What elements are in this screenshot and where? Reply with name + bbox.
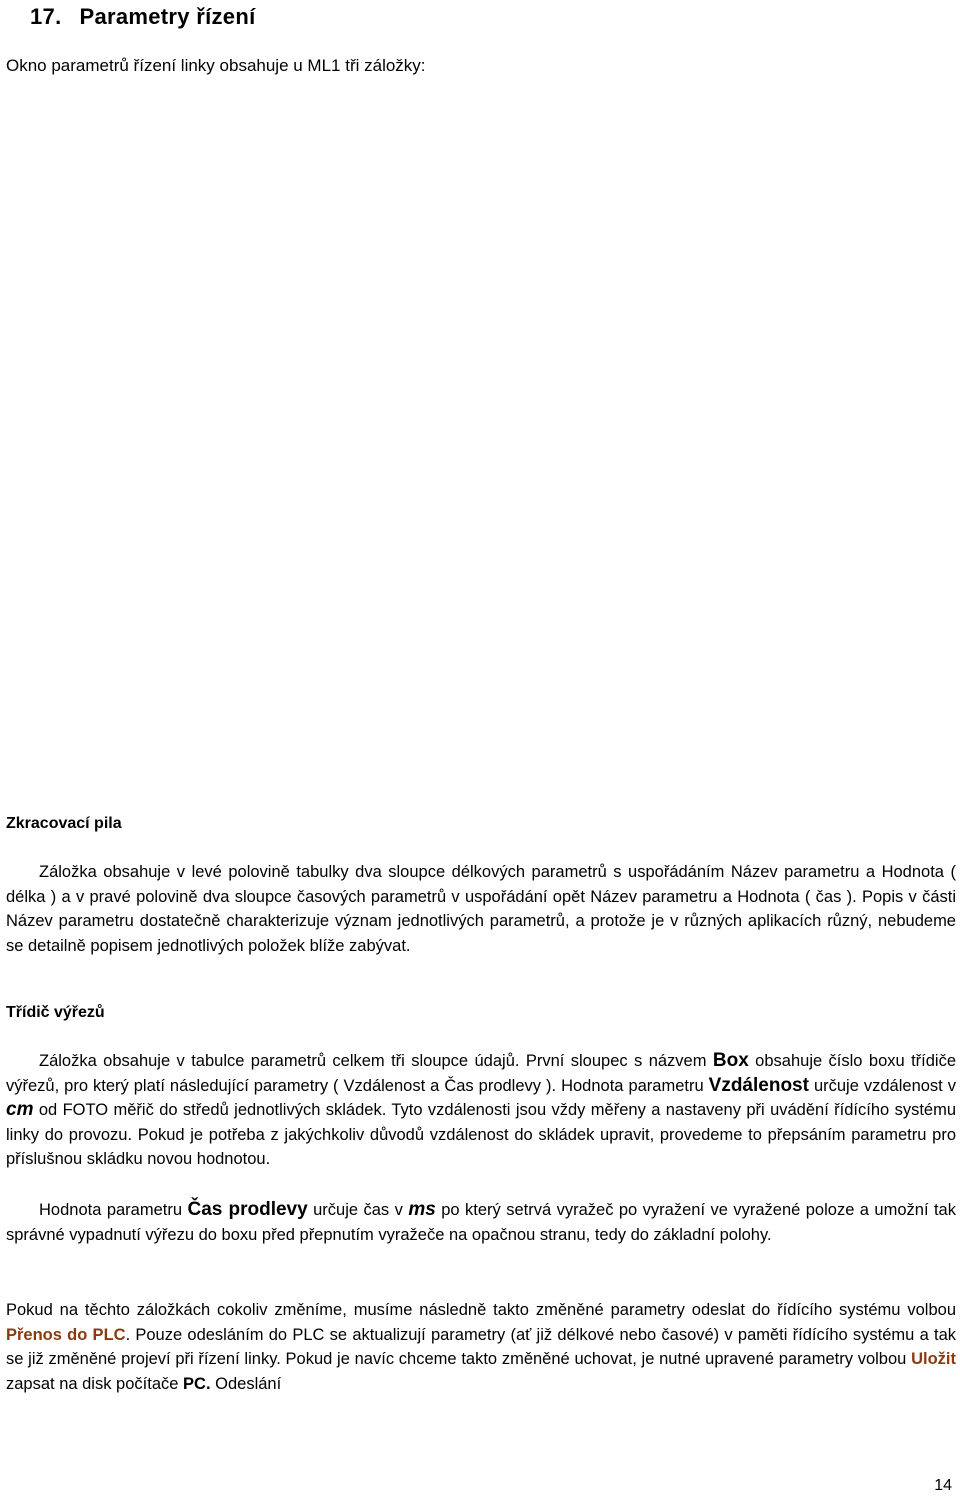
- paragraph-zkracovaci-pila: [6, 860, 956, 958]
- paragraph-tridic-2: [6, 1198, 956, 1247]
- text-run: obsahuje číslo boxu třídiče výřezů, pro který platí následující parametry ( Vzdálenost a Čas prodlevy ). Hodnota parametru: [6, 1052, 956, 1095]
- heading-title: Parametry řízení: [79, 4, 256, 29]
- paragraph-tridic-1: [6, 1049, 956, 1172]
- page-heading: [30, 4, 255, 30]
- text-run: Záložka obsahuje v tabulce parametrů celkem tři sloupce údajů. První sloupec s názvem: [39, 1052, 713, 1070]
- text-run: Odeslání: [210, 1374, 282, 1393]
- term-cas-prodlevy: Čas prodlevy: [187, 1199, 308, 1220]
- term-box: Box: [712, 1050, 749, 1071]
- section-title-tridic-vyrezu: Třídič výřezů: [6, 1004, 105, 1021]
- text-run: po který setrvá vyražeč po vyražení ve vyražené poloze a umožní tak správné vypadnutí výřezu do boxu před přepnutím vyražeče na opačnou stranu, tedy do základní polohy.: [6, 1201, 956, 1244]
- menu-ulozit: Uložit: [911, 1350, 956, 1369]
- term-vzdalenost: Vzdálenost: [708, 1074, 809, 1096]
- text-run: od FOTO měřič do středů jednotlivých skládek. Tyto vzdálenosti jsou vždy měřeny a nastaveny při uvádění řídícího systému linky do provozu. Pokud je potřeba z jakýchkoliv důvodů vzdálenost do skládek upravit, provedeme to přepsáním parametru pro příslušnou skládku novou hodnotou.: [6, 1101, 956, 1169]
- text-run: Hodnota parametru: [39, 1201, 188, 1219]
- page-number: 14: [934, 1477, 952, 1494]
- heading-number: 17.: [30, 4, 62, 29]
- menu-prenos-do-plc: Přenos do PLC: [6, 1325, 126, 1344]
- text-run: Pokud na těchto záložkách cokoliv změníme, musíme následně takto změněné parametry odeslat do řídícího systému volbou: [6, 1301, 956, 1319]
- text-run: zapsat na disk počítače: [6, 1374, 184, 1393]
- text-run: určuje čas v: [307, 1201, 409, 1219]
- unit-ms: ms: [408, 1199, 436, 1220]
- term-pc: PC.: [183, 1374, 211, 1393]
- intro-text: Okno parametrů řízení linky obsahuje u ML1 tři záložky:: [6, 56, 426, 75]
- paragraph-closing: [6, 1298, 956, 1396]
- paragraph-text: Záložka obsahuje v levé polovině tabulky dva sloupce délkových parametrů s uspořádáním Název parametru a Hodnota ( délka ) a v pravé polovině dva sloupce časových parametrů v uspořádání opět Název parametru a Hodnota ( čas ). Popis v části Název parametru dostatečně charakterizuje význam jednotlivých parametrů, a protože je v různých aplikacích různý, nebudeme se detailně popisem jednotlivých položek blíže zabývat.: [6, 863, 956, 955]
- text-run: . Pouze odesláním do PLC se aktualizují parametry (ať již délkové nebo časové) v paměti řídícího systému a tak se již změněné projeví při řízení linky. Pokud je navíc chceme takto změněné uchovat, je nutné upravené parametry volbou: [6, 1325, 956, 1369]
- section-title-zkracovaci-pila: Zkracovací pila: [6, 815, 122, 832]
- text-run: určuje vzdálenost v: [808, 1076, 956, 1095]
- unit-cm: cm: [6, 1099, 34, 1121]
